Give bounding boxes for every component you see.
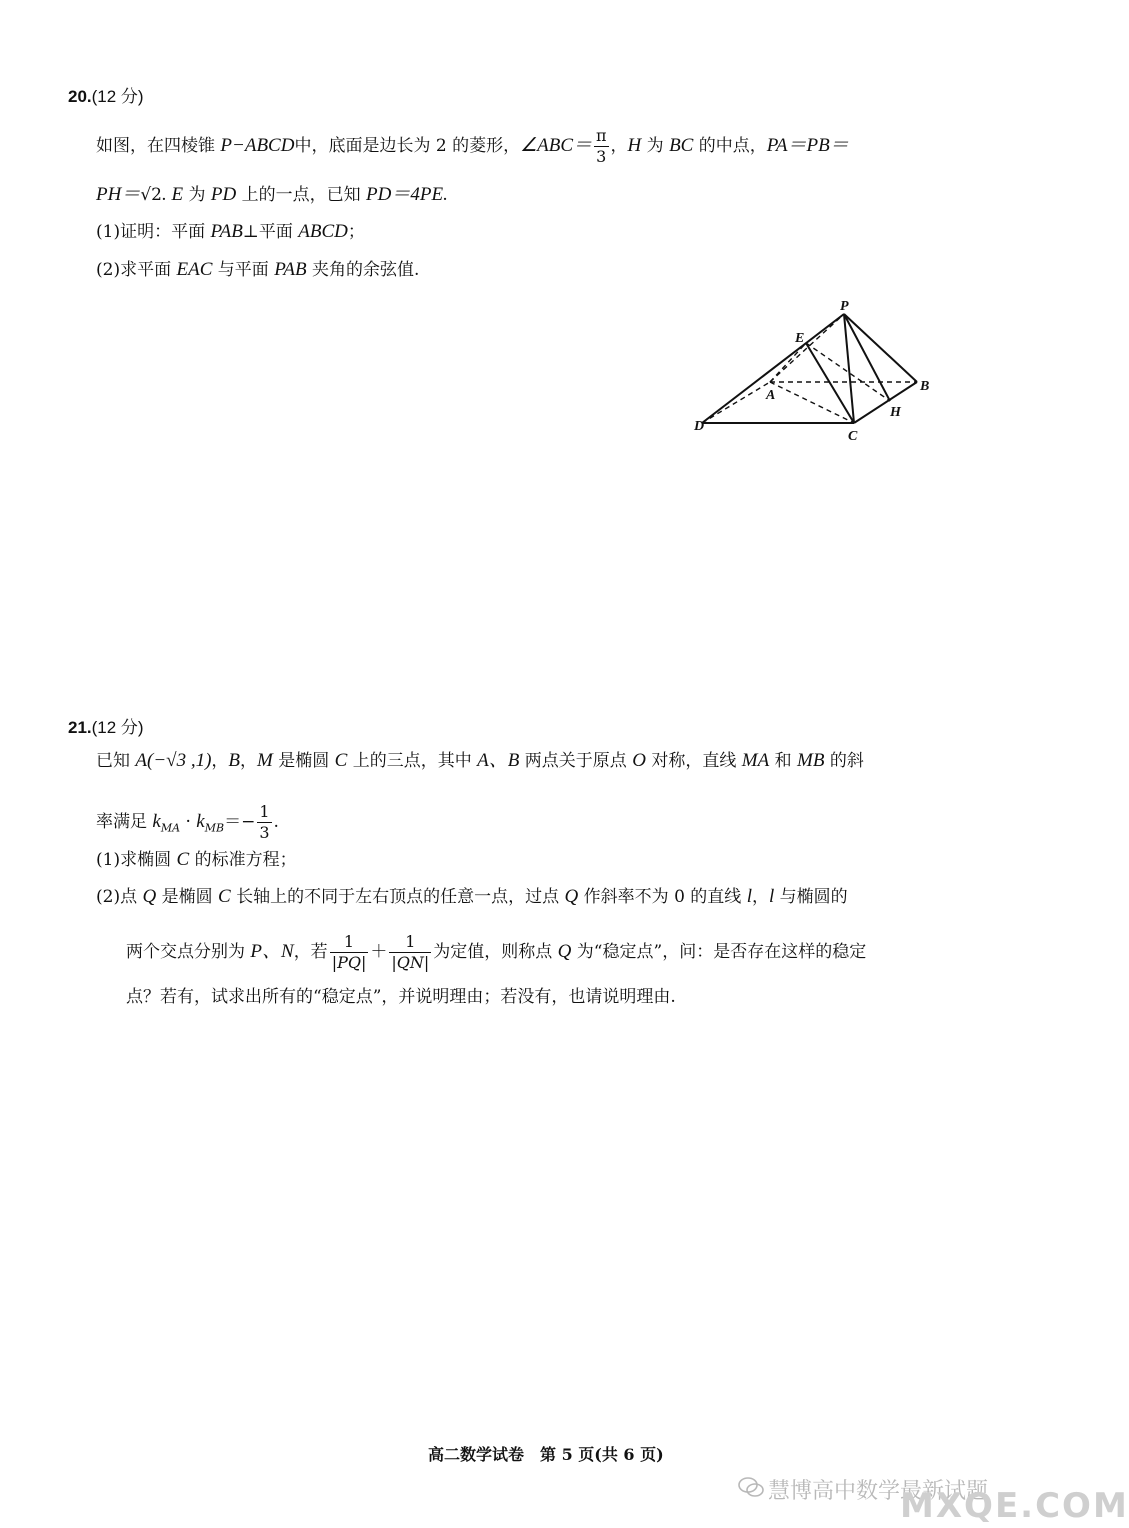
q21-b: B [228, 750, 241, 771]
q21-text: 和 [769, 751, 797, 771]
q21-sub-mb: MB [204, 821, 225, 835]
q21-text: 作斜率不为 0 的直线 [578, 887, 747, 907]
q21-frac-qn [389, 934, 431, 971]
q21-text: 两点关于原点 [519, 751, 633, 771]
q20-pyramid: P−ABCD [220, 135, 295, 156]
label-c: C [848, 429, 858, 444]
q20-text: ； [347, 222, 365, 242]
frac-denominator: 3 [594, 146, 609, 165]
q21-text: (2)点 [96, 887, 143, 907]
q20-text: 为 [183, 185, 211, 205]
q21-text: 对称，直线 [645, 751, 742, 771]
q20-abcd: ABCD [298, 221, 348, 242]
q21-line-1 [96, 749, 864, 773]
q20-text: 与平面 [212, 260, 275, 280]
wechat-icon [738, 1476, 764, 1498]
q21-part-1 [96, 848, 297, 872]
q21-point-a: A(−√3 ,1) [135, 750, 212, 771]
q21-text: 是椭圆 [272, 751, 335, 771]
q21-number: 21. [68, 718, 92, 737]
q21-line-5 [126, 934, 866, 971]
q20-part-1 [96, 220, 365, 244]
q21-text: ， [211, 751, 229, 771]
q20-text: ⊥平面 [242, 222, 299, 242]
q21-q: Q [142, 886, 157, 907]
q21-ab: A、B [477, 750, 520, 771]
q20-fraction [594, 128, 609, 165]
edge-da [702, 382, 770, 423]
q20-e: . E [161, 184, 184, 205]
watermark-logo [738, 1476, 764, 1503]
q20-line-2 [96, 183, 448, 207]
q20-pa-pb: PA＝PB＝ [766, 135, 849, 156]
frac-numerator: 1 [259, 802, 270, 821]
q20-eac: EAC [176, 259, 213, 280]
q21-q: Q [557, 941, 572, 962]
q20-part-2 [96, 258, 419, 282]
q20-pd4pe: PD＝4PE. [366, 184, 448, 205]
q20-text: 为 [641, 136, 670, 156]
label-d: D [694, 419, 705, 434]
q20-bc: BC [669, 135, 694, 156]
q20-line-1 [96, 128, 849, 165]
frac-numerator: π [596, 126, 607, 145]
q21-c: C [218, 886, 231, 907]
q21-text: 与椭圆的 [774, 887, 848, 907]
q20-text: (2)求平面 [96, 260, 177, 280]
q21-q: Q [564, 886, 579, 907]
q21-text: 的斜 [824, 751, 864, 771]
q20-pd: PD [210, 184, 237, 205]
q20-text: (1)证明：平面 [96, 222, 211, 242]
q20-sqrt2: √2 [140, 185, 162, 205]
q21-l: l [768, 886, 775, 907]
q21-text: 长轴上的不同于左右顶点的任意一点，过点 [230, 887, 565, 907]
q20-pab: PAB [210, 221, 243, 242]
q20-text: 如图，在四棱锥 [96, 136, 215, 156]
edge-pb [844, 314, 917, 382]
watermark-text: 慧博高中数学最新试题 [768, 1479, 989, 1504]
q21-text: 已知 [96, 751, 136, 771]
frac-numerator: 1 [405, 932, 416, 951]
page-footer: 高二数学试卷 第 5 页(共 6 页) [428, 1445, 664, 1464]
q21-points: (12 分) [91, 718, 144, 737]
q20-text: ， [610, 136, 628, 156]
q21-l: l [746, 886, 752, 907]
q20-header [68, 82, 144, 107]
frac-denominator: 3 [259, 823, 270, 842]
q21-mb: MB [797, 750, 825, 771]
pyramid-figure [680, 295, 940, 445]
q21-dot: · [180, 812, 197, 832]
q21-c: C [176, 849, 190, 870]
frac-denominator: |PQ| [331, 953, 367, 972]
q21-text: ， [751, 887, 769, 907]
edge-ae [770, 343, 806, 382]
edge-dp [702, 314, 844, 423]
q21-text: 上的三点，其中 [347, 751, 478, 771]
label-h: H [890, 405, 901, 420]
label-p: P [840, 299, 849, 314]
q20-h: H [627, 135, 642, 156]
q21-text: 点？若有，试求出所有的“稳定点”，并说明理由；若没有，也请说明理由. [126, 987, 676, 1007]
q21-text: 率满足 [96, 812, 153, 832]
q20-number: 20. [68, 87, 92, 106]
q21-c: C [334, 750, 348, 771]
q21-text: 为定值，则称点 [433, 942, 558, 962]
q21-m: M [257, 750, 273, 771]
watermark-site: MXQE.COM [900, 1486, 1129, 1526]
q20-text: 的中点， [693, 136, 767, 156]
q21-text: . [273, 812, 279, 832]
q21-eq: ＝− [224, 812, 256, 832]
q21-header [68, 713, 144, 738]
q21-sub-ma: MA [160, 821, 181, 835]
q21-line-6 [126, 985, 676, 1009]
q21-text: 的标准方程； [189, 850, 297, 870]
q21-k: k [196, 811, 205, 832]
q20-text: 上的一点，已知 [236, 185, 367, 205]
label-b: B [920, 379, 930, 394]
frac-denominator: |QN| [391, 953, 430, 972]
q20-text: 夹角的余弦值. [306, 260, 420, 280]
q20-text: 中，底面是边长为 2 的菱形， [294, 136, 521, 156]
label-e: E [795, 331, 805, 346]
q21-fraction [257, 804, 271, 841]
q21-line-2 [96, 804, 279, 841]
q21-text: (1)求椭圆 [96, 850, 177, 870]
edge-ap [770, 314, 844, 382]
q20-ph: PH＝ [96, 184, 141, 205]
q20-points: (12 分) [91, 87, 144, 106]
q21-text: 为“稳定点”，问：是否存在这样的稳定 [571, 942, 867, 962]
q20-pab: PAB [274, 259, 307, 280]
label-a: A [766, 388, 776, 403]
edge-cb [854, 382, 917, 423]
frac-numerator: 1 [343, 932, 355, 951]
q21-text: 是椭圆 [156, 887, 219, 907]
q21-frac-pq [330, 934, 369, 971]
q21-o: O [632, 750, 646, 771]
q21-pn: P、N [250, 941, 294, 962]
q21-part-2 [96, 885, 848, 909]
q21-plus: ＋ [370, 942, 388, 962]
q21-text: ，若 [293, 942, 328, 962]
q21-text: ， [240, 751, 258, 771]
q21-k: k [152, 811, 161, 832]
q20-angle: ∠ABC＝ [520, 135, 592, 156]
q21-text: 两个交点分别为 [126, 942, 251, 962]
q21-ma: MA [741, 750, 770, 771]
